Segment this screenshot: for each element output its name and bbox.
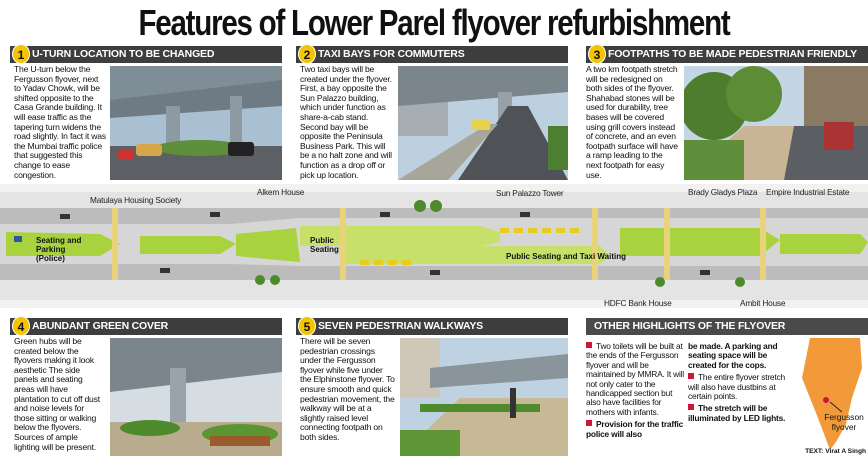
panel-footpaths: [586, 46, 868, 182]
highlight-item: The stretch will be illuminated by LED lights.: [688, 403, 786, 423]
panel-taxi-bays: [296, 46, 568, 182]
highlight-item: The entire flyover stretch will also have dustbins at certain points.: [688, 372, 785, 402]
highlights-col-2: [688, 342, 786, 426]
bullet-icon: [586, 420, 592, 426]
bullet-icon: [688, 373, 694, 379]
label-matulaya: Matulaya Housing Society: [90, 195, 182, 205]
flyover-render-image: [110, 66, 282, 180]
number-badge: 2: [298, 44, 316, 64]
flyover-plan-map: [0, 184, 868, 308]
green-cover-photo: [110, 338, 282, 456]
mumbai-locator-map: [790, 338, 868, 460]
panel-heading: SEVEN PEDESTRIAN WALKWAYS: [296, 318, 568, 335]
u-turn-photo: [110, 66, 282, 180]
footpath-photo: [684, 66, 868, 180]
label-empire: Empire Industrial Estate: [766, 187, 850, 197]
taxi-bay-photo: [398, 66, 568, 180]
label-ambit: Ambit House: [740, 298, 786, 308]
panel-highlights: [586, 318, 868, 460]
number-badge: 3: [588, 44, 606, 64]
number-badge: 5: [298, 316, 316, 336]
number-badge: 4: [12, 316, 30, 336]
highlight-item: Provision for the traffic police will also: [586, 419, 684, 439]
highlight-item: Two toilets will be built at the ends of the Fergusson flyover and will be maintained by MMRA. It will not only cater to the handicapped section but also have facilities for mothers with infants.: [586, 341, 684, 417]
footpath-render-image: [684, 66, 868, 180]
bullet-icon: [688, 404, 694, 410]
panel-text: Two taxi bays will be created under the flyover. First, a bay opposite the Sun Palazzo building, which under function as share-a-cab stand. Second bay will be opposite the Peninsula Business Park. This will be a no halt zone and will function as a drop off or pick up location.: [300, 64, 392, 180]
label-brady: Brady Gladys Plaza: [688, 187, 758, 197]
panel-heading: TAXI BAYS FOR COMMUTERS: [296, 46, 568, 63]
label-hdfc: HDFC Bank House: [604, 298, 672, 308]
panel-u-turn: [10, 46, 282, 182]
mumbai-outline-image: [790, 338, 868, 460]
number-badge: 1: [12, 44, 30, 64]
label-sun-palazzo: Sun Palazzo Tower: [496, 188, 564, 198]
zone-seating-parking: Seating and Parking (Police): [36, 236, 82, 263]
panel-heading: OTHER HIGHLIGHTS OF THE FLYOVER: [586, 318, 868, 335]
green-hub-render-image: [110, 338, 282, 456]
panel-text: There will be seven pedestrian crossings under the Fergusson flyover while five under the Elphinstone flyover. To ensure smooth and quick pedestrian movement, the walkway will be at a slightly raised level connecting footpath on both sides.: [300, 336, 395, 442]
walkway-photo: [400, 338, 568, 456]
panel-text: A two km footpath stretch will be redesigned on both sides of the flyover. Shahabad stones will be used for durability, tree bases will be covered using grill covers instead of concrete, and an even footpath surface will have a ramp leading to the next footpath for easy use.: [586, 64, 678, 180]
zone-taxi-waiting: Public Seating and Taxi Waiting: [506, 252, 627, 261]
highlights-col-1: [586, 342, 684, 442]
walkway-render-image: [400, 338, 568, 456]
panel-heading: ABUNDANT GREEN COVER: [10, 318, 282, 335]
panel-heading: U-TURN LOCATION TO BE CHANGED: [10, 46, 282, 63]
zone-public-seating: Public Seating: [310, 236, 339, 254]
taxi-bay-render-image: [398, 66, 568, 180]
panel-text: Green hubs will be created below the flyovers making it look aesthetic The side panels and seating areas will have plantation to cut off dust and noise levels for those sitting or walking below the flyovers. Sources of ample lighting will be present.: [14, 336, 100, 452]
panel-green-cover: [10, 318, 282, 458]
panel-text: The U-turn below the Fergusson flyover, next to Yadav Chowk, will be shifted opposite to the Casa Grande building. It will ease traffic as the tapering turn widens the road slightly. In fact it was the Mumbai traffic police that suggested this change to ease congestion.: [14, 64, 106, 180]
label-alkem: Alkem House: [257, 187, 305, 197]
bullet-icon: [586, 342, 592, 348]
panel-heading: FOOTPATHS TO BE MADE PEDESTRIAN FRIENDLY: [586, 46, 868, 63]
highlight-item-continued: be made. A parking and seating space will be created for the cops.: [688, 341, 778, 370]
text-credit: TEXT: Virat A Singh: [805, 448, 866, 455]
fergusson-flyover-label: Fergusson flyover: [824, 412, 864, 432]
page-title: Features of Lower Parel flyover refurbishment: [138, 2, 730, 43]
panel-walkways: [296, 318, 568, 458]
